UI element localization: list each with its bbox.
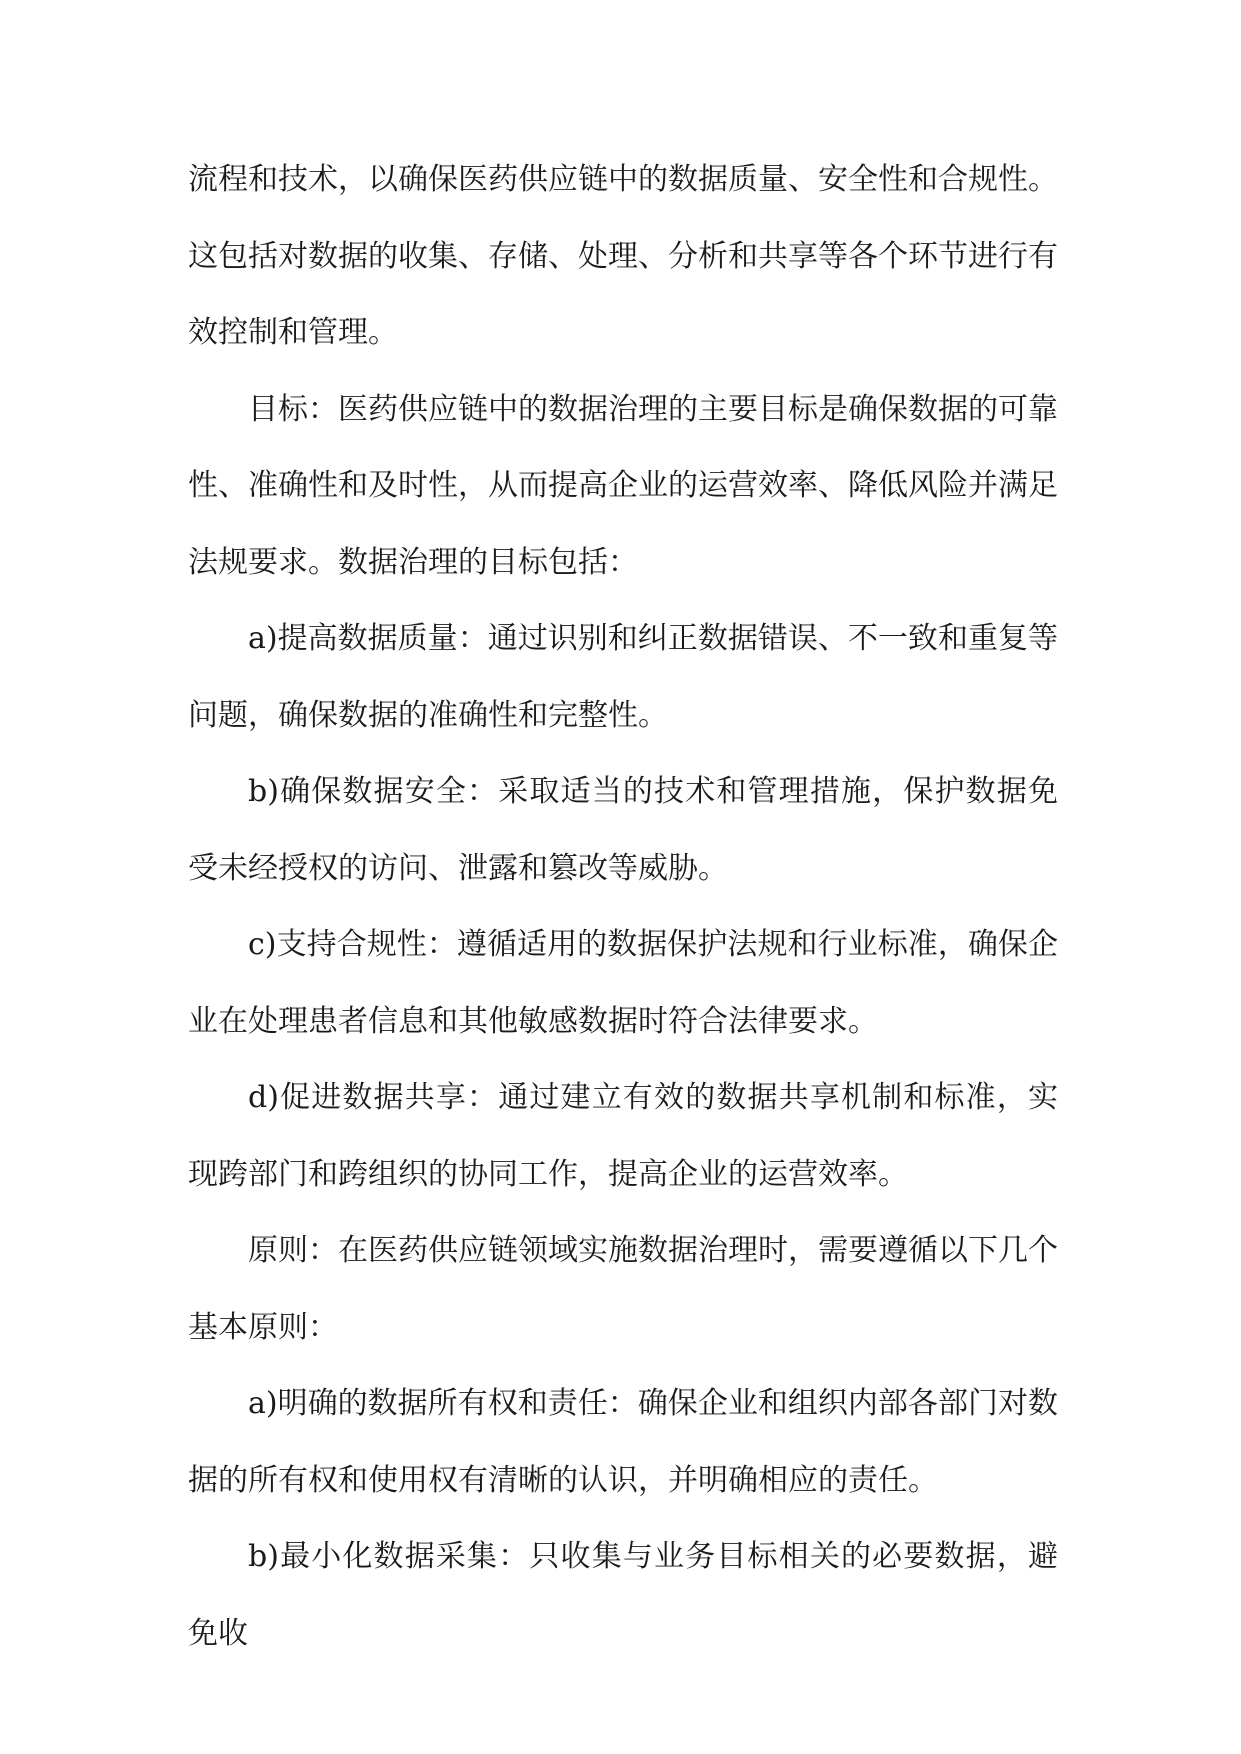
paragraph-goal-a: a)提高数据质量：通过识别和纠正数据错误、不一致和重复等问题，确保数据的准确性和完整性。 — [188, 621, 1058, 733]
paragraph-principles: 原则：在医药供应链领域实施数据治理时，需要遵循以下几个基本原则： — [188, 1233, 1058, 1345]
paragraph-goal-c: c)支持合规性：遵循适用的数据保护法规和行业标准，确保企业在处理患者信息和其他敏感数据时符合法律要求。 — [188, 927, 1058, 1039]
paragraph-goals: 目标：医药供应链中的数据治理的主要目标是确保数据的可靠性、准确性和及时性，从而提高企业的运营效率、降低风险并满足法规要求。数据治理的目标包括： — [188, 391, 1058, 580]
paragraph-goal-b: b)确保数据安全：采取适当的技术和管理措施，保护数据免受未经授权的访问、泄露和篡改等威胁。 — [188, 774, 1058, 886]
paragraph-goal-d: d)促进数据共享：通过建立有效的数据共享机制和标准，实现跨部门和跨组织的协同工作，提高企业的运营效率。 — [188, 1080, 1058, 1192]
body-text — [188, 142, 1058, 1672]
paragraph-intro-continued: 流程和技术，以确保医药供应链中的数据质量、安全性和合规性。这包括对数据的收集、存储、处理、分析和共享等各个环节进行有效控制和管理。 — [188, 162, 1058, 350]
paragraph-principle-a: a)明确的数据所有权和责任：确保企业和组织内部各部门对数据的所有权和使用权有清晰的认识，并明确相应的责任。 — [188, 1386, 1058, 1498]
paragraph-principle-b: b)最小化数据采集：只收集与业务目标相关的必要数据，避免收 — [188, 1539, 1058, 1651]
